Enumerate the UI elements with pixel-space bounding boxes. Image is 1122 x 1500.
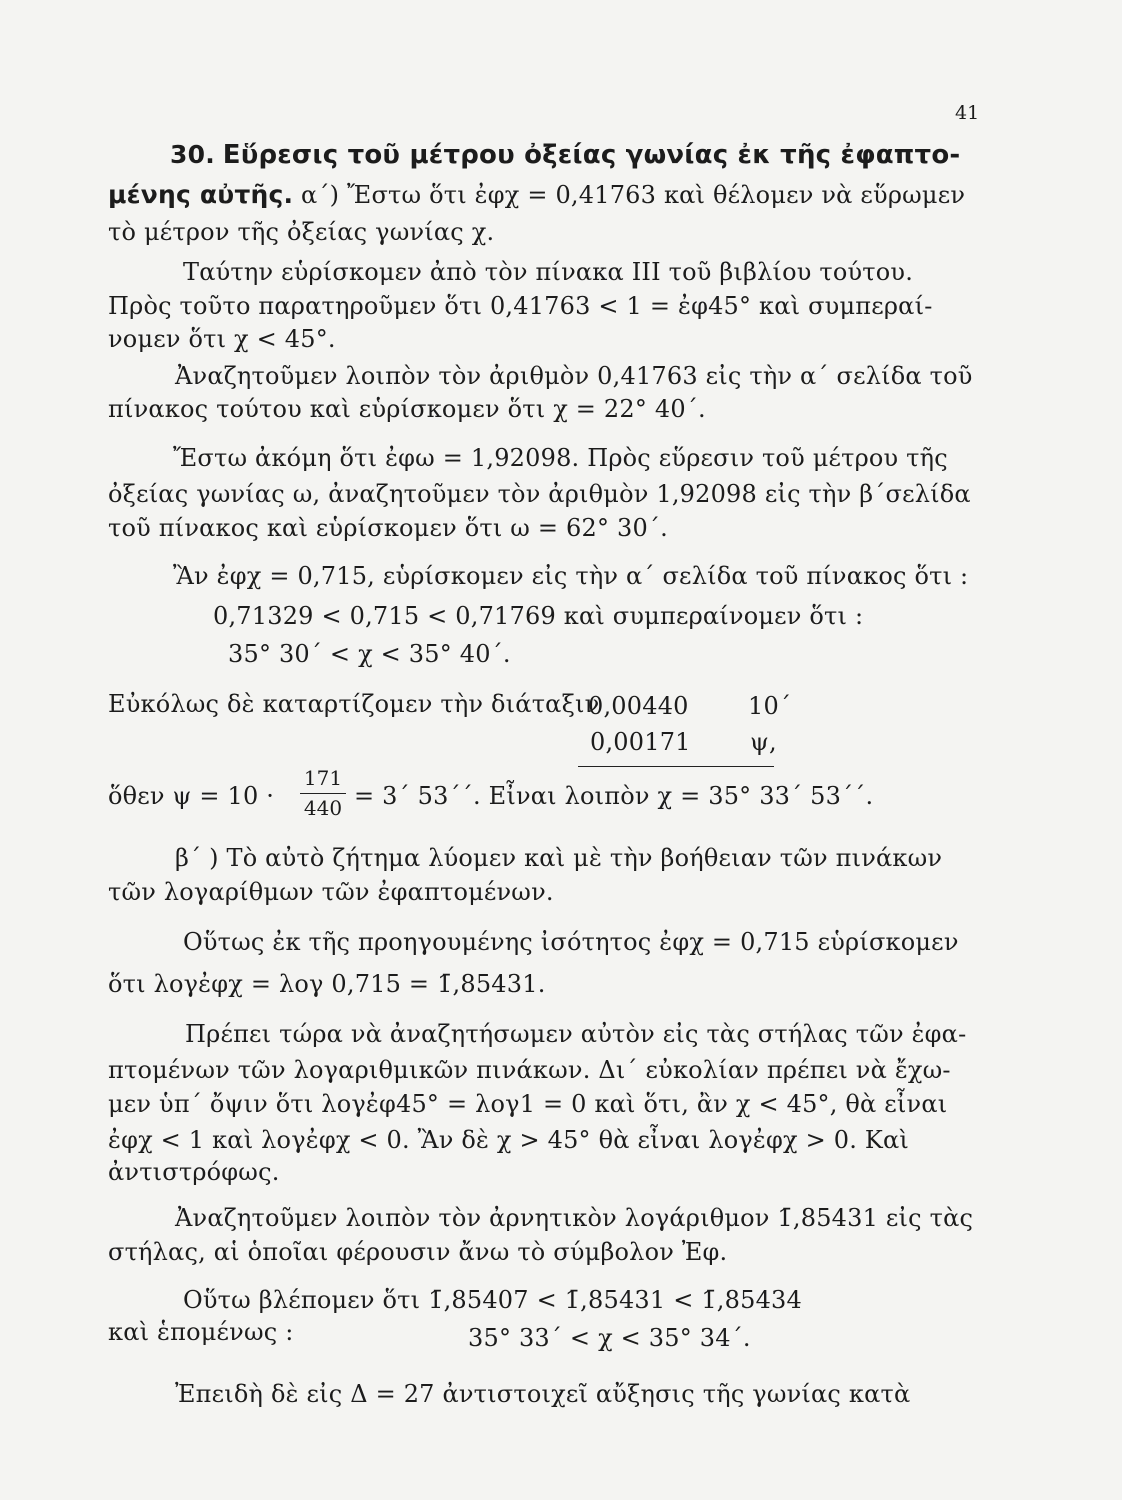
section-heading-continuation [108,180,965,209]
formula-end: = 3΄ 53΄΄. Εἶναι λοιπὸν χ = 35° 33΄ 53΄΄. [354,782,874,810]
table-value: ψ, [750,728,777,756]
section-number: 30. [170,140,215,169]
inequality-line: 35° 33΄ < χ < 35° 34΄. [468,1324,751,1352]
fraction-bar [300,793,346,794]
text-line: τοῦ πίνακος καὶ εὑρίσκομεν ὅτι ω = 62° 30΄. [108,514,668,542]
intro-line: α΄) Ἔστω ὅτι ἐφχ = 0,41763 καὶ θέλομεν νὰ εὕρωμεν [301,181,966,209]
text-line: Ταύτην εὑρίσκομεν ἀπὸ τὸν πίνακα III τοῦ βιβλίου τούτου. [183,258,914,286]
section-title: Εὕρεσις τοῦ μέτρου ὀξείας γωνίας ἐκ τῆς ἐφαπτο- [222,140,961,170]
inequality-line: 35° 30΄ < χ < 35° 40΄. [228,640,511,668]
text-line: πτομένων τῶν λογαριθμικῶν πινάκων. Δι΄ εὐκολίαν πρέπει νὰ ἔχω- [108,1056,951,1084]
table-value: 0,00440 [588,692,689,720]
table-value: 0,00171 [590,728,691,756]
text-line: νομεν ὅτι χ < 45°. [108,325,336,353]
text-line: ὅτι λογἐφχ = λογ 0,715 = 1̄,85431. [108,970,546,998]
text-line: τὸ μέτρον τῆς ὀξείας γωνίας χ. [108,218,495,246]
formula-start: ὅθεν ψ = 10 · [108,782,275,810]
text-line: στήλας, αἱ ὁποῖαι φέρουσιν ἄνω τὸ σύμβολον Ἐφ. [108,1238,728,1266]
text-line: Ἔστω ἀκόμη ὅτι ἐφω = 1,92098. Πρὸς εὕρεσιν τοῦ μέτρου τῆς [173,444,948,472]
text-line: Ἐπειδὴ δὲ εἰς Δ = 27 ἀντιστοιχεῖ αὔξησις τῆς γωνίας κατὰ [175,1380,911,1408]
table-value: 10΄ [748,692,792,720]
text-line: ὀξείας γωνίας ω, ἀναζητοῦμεν τὸν ἀριθμὸν 1,92098 εἰς τὴν β΄σελίδα [108,480,971,508]
text-line: β΄ ) Τὸ αὐτὸ ζήτημα λύομεν καὶ μὲ τὴν βοήθειαν τῶν πινάκων [175,844,943,872]
text-line: καὶ ἑπομένως : [108,1318,294,1346]
text-line: Ἀναζητοῦμεν λοιπὸν τὸν ἀριθμὸν 0,41763 εἰς τὴν α΄ σελίδα τοῦ [175,362,973,390]
text-line: Πρέπει τώρα νὰ ἀναζητήσωμεν αὐτὸν εἰς τὰς στήλας τῶν ἐφα- [185,1020,967,1048]
text-line: Ἂν ἐφχ = 0,715, εὑρίσκομεν εἰς τὴν α΄ σελίδα τοῦ πίνακος ὅτι : [173,562,969,590]
text-line: Εὐκόλως δὲ καταρτίζομεν τὴν διάταξιν [108,690,600,718]
fraction-numerator: 171 [303,766,343,790]
table-rule [578,766,774,767]
page-number: 41 [955,102,980,124]
section-heading [170,140,960,170]
text-line: Οὕτως ἐκ τῆς προηγουμένης ἰσότητος ἐφχ = 0,715 εὑρίσκομεν [183,928,959,956]
section-title-continuation: μένης αὐτῆς. [108,180,294,209]
text-line: τῶν λογαρίθμων τῶν ἐφαπτομένων. [108,878,554,906]
text-line: Ἀναζητοῦμεν λοιπὸν τὸν ἀρνητικὸν λογάριθμον 1̄,85431 εἰς τὰς [175,1204,974,1232]
text-line: Οὕτω βλέπομεν ὅτι 1̄,85407 < 1̄,85431 < 1̄,85434 [183,1286,802,1314]
text-line: Πρὸς τοῦτο παρατηροῦμεν ὅτι 0,41763 < 1 = ἐφ45° καὶ συμπεραί- [108,292,933,320]
text-line: μεν ὑπ΄ ὄψιν ὅτι λογἐφ45° = λογ1 = 0 καὶ ὅτι, ἂν χ < 45°, θὰ εἶναι [108,1090,948,1118]
text-line: ἐφχ < 1 καὶ λογἐφχ < 0. Ἂν δὲ χ > 45° θὰ εἶναι λογἐφχ > 0. Καὶ [108,1126,910,1154]
text-line: πίνακος τούτου καὶ εὑρίσκομεν ὅτι χ = 22° 40΄. [108,395,706,423]
text-line: ἀντιστρόφως. [108,1158,280,1186]
inequality-line: 0,71329 < 0,715 < 0,71769 καὶ συμπεραίνομεν ὅτι : [213,602,864,630]
fraction-denominator: 440 [303,796,343,820]
